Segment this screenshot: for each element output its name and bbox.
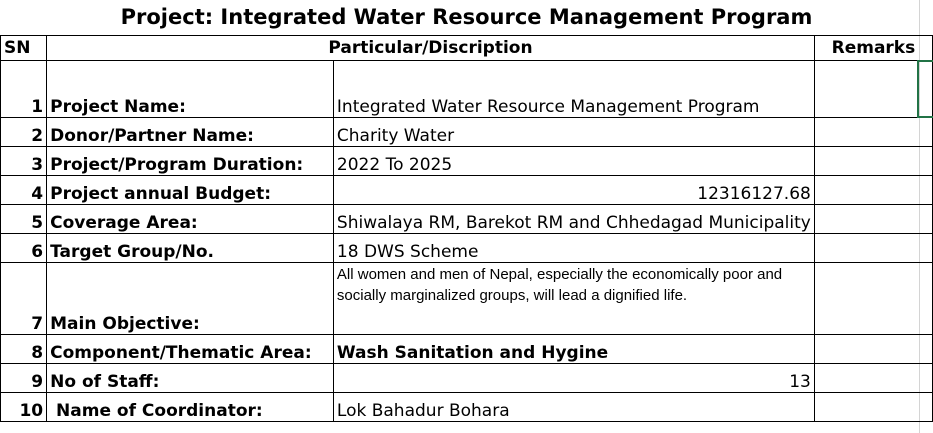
label-cell[interactable]: Project/Program Duration: xyxy=(47,146,334,175)
table-row xyxy=(1,146,933,175)
table-row xyxy=(1,60,933,117)
remarks-cell[interactable] xyxy=(814,233,932,262)
sn-cell[interactable]: 9 xyxy=(1,363,47,392)
sn-cell[interactable]: 4 xyxy=(1,175,47,204)
header-row xyxy=(1,35,933,60)
value-cell[interactable]: 18 DWS Scheme xyxy=(333,233,814,262)
table-row xyxy=(1,233,933,262)
value-cell[interactable]: Shiwalaya RM, Barekot RM and Chhedagad Municipality xyxy=(333,204,814,233)
value-cell[interactable]: Wash Sanitation and Hygine xyxy=(333,334,814,363)
value-cell[interactable]: Integrated Water Resource Management Program xyxy=(333,60,814,117)
remarks-cell[interactable] xyxy=(814,334,932,363)
label-cell[interactable]: Project Name: xyxy=(47,60,334,117)
table-row xyxy=(1,117,933,146)
remarks-cell[interactable] xyxy=(814,262,932,334)
value-cell[interactable]: 13 xyxy=(333,363,814,392)
label-cell[interactable]: Donor/Partner Name: xyxy=(47,117,334,146)
sn-cell[interactable]: 6 xyxy=(1,233,47,262)
sheet-title[interactable]: Project: Integrated Water Resource Management Program xyxy=(120,5,813,30)
table-row xyxy=(1,204,933,233)
table-row xyxy=(1,392,933,421)
remarks-cell[interactable] xyxy=(814,117,932,146)
remarks-cell[interactable] xyxy=(814,392,932,421)
remarks-cell[interactable] xyxy=(814,146,932,175)
label-cell[interactable]: Name of Coordinator: xyxy=(47,392,334,421)
value-cell[interactable]: 2022 To 2025 xyxy=(333,146,814,175)
remarks-cell[interactable] xyxy=(814,363,932,392)
title-row xyxy=(1,0,933,35)
label-cell[interactable]: Target Group/No. xyxy=(47,233,334,262)
sn-cell[interactable]: 5 xyxy=(1,204,47,233)
remarks-cell[interactable] xyxy=(814,175,932,204)
label-cell[interactable]: Project annual Budget: xyxy=(47,175,334,204)
sn-cell[interactable]: 2 xyxy=(1,117,47,146)
label-cell[interactable]: Coverage Area: xyxy=(47,204,334,233)
label-cell[interactable]: No of Staff: xyxy=(47,363,334,392)
table-row xyxy=(1,334,933,363)
label-cell[interactable]: Main Objective: xyxy=(47,262,334,334)
sn-cell[interactable]: 10 xyxy=(1,392,47,421)
sn-cell[interactable]: 8 xyxy=(1,334,47,363)
remarks-cell[interactable] xyxy=(814,204,932,233)
table-row xyxy=(1,262,933,334)
header-sn[interactable]: SN xyxy=(1,35,47,60)
table-row xyxy=(1,175,933,204)
header-particular[interactable]: Particular/Discription xyxy=(47,35,815,60)
value-cell[interactable]: All women and men of Nepal, especially the economically poor and socially marginalized groups, will lead a dignified life. xyxy=(333,262,814,334)
sn-cell[interactable]: 3 xyxy=(1,146,47,175)
sn-cell[interactable]: 1 xyxy=(1,60,47,117)
value-cell[interactable]: Charity Water xyxy=(333,117,814,146)
value-cell[interactable]: 12316127.68 xyxy=(333,175,814,204)
label-cell[interactable]: Component/Thematic Area: xyxy=(47,334,334,363)
table-row xyxy=(1,363,933,392)
value-cell[interactable]: Lok Bahadur Bohara xyxy=(333,392,814,421)
sn-cell[interactable]: 7 xyxy=(1,262,47,334)
remarks-cell[interactable] xyxy=(814,60,932,117)
header-remarks[interactable]: Remarks xyxy=(814,35,932,60)
